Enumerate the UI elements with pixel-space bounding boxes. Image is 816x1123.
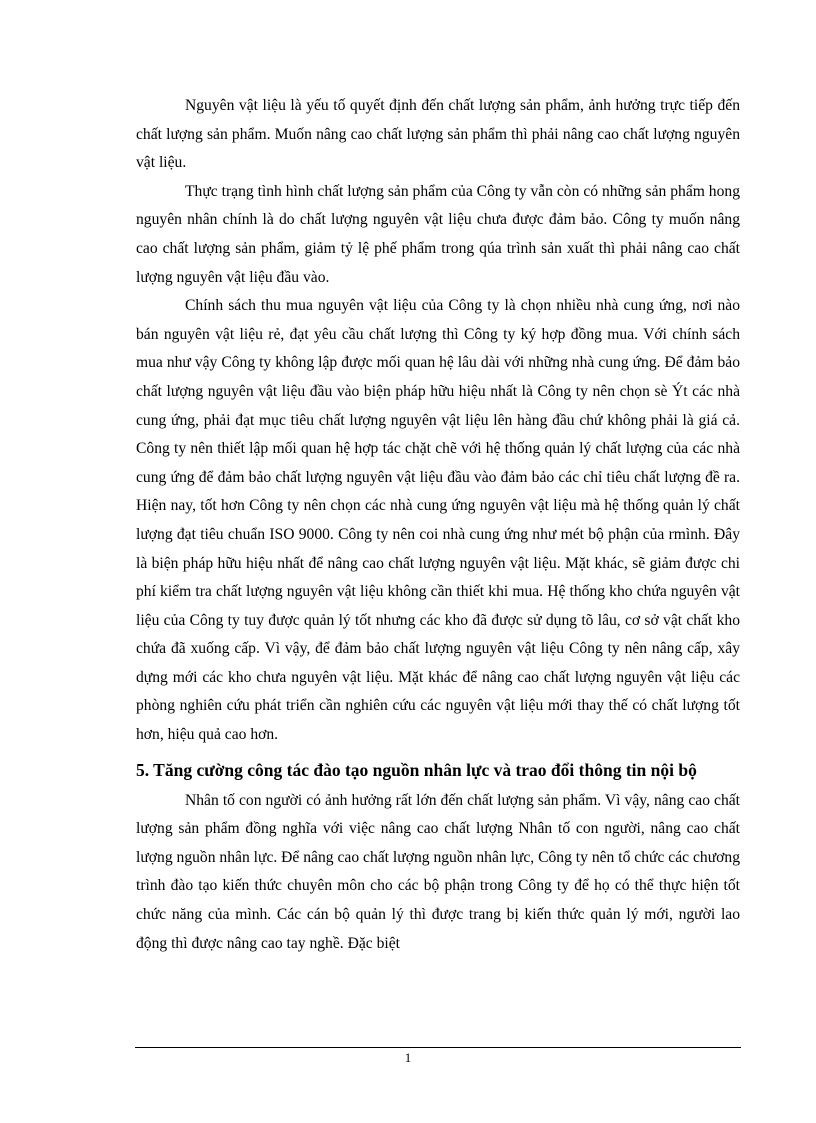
document-body <box>136 92 740 958</box>
footer-divider <box>135 1047 741 1048</box>
paragraph-purchasing-policy: Chính sách thu mua nguyên vật liệu của Công ty là chọn nhiều nhà cung ứng, nơi nào bán nguyên vật liệu rẻ, đạt yêu cầu chất lượng thì Công ty ký hợp đồng mua. Với chính sách mua như vậy Công ty không lập được mối quan hệ lâu dài với những nhà cung ứng. Để đảm bảo chất lượng nguyên vật liệu đầu vào biện pháp hữu hiệu nhất là Công ty nên chọn sè Ýt các nhà cung ứng, phải đạt mục tiêu chất lượng nguyên vật liệu lên hàng đầu chứ không phải là giá cả. Công ty nên thiết lập mối quan hệ hợp tác chặt chẽ với hệ thống quản lý chất lượng của các nhà cung ứng để đảm bảo chất lượng nguyên vật liệu đầu vào đảm bảo các chỉ tiêu chất lượng đề ra. Hiện nay, tốt hơn Công ty nên chọn các nhà cung ứng nguyên vật liệu mà hệ thống quản lý chất lượng đạt tiêu chuẩn ISO 9000. Công ty nên coi nhà cung ứng như mét bộ phận của rmình. Đây là biện pháp hữu hiệu nhất để nâng cao chất lượng nguyên vật liệu. Mặt khác, sẽ giảm được chi phí kiểm tra chất lượng nguyên vật liệu không cần thiết khi mua. Hệ thống kho chứa nguyên vật liệu của Công ty tuy được quản lý tốt nhưng các kho đã được sử dụng tõ lâu, cơ sở vật chất kho chứa đã xuống cấp. Vì vậy, để đảm bảo chất lượng nguyên vật liệu Công ty nên nâng cấp, xây dựng mới các kho chưa nguyên vật liệu. Mặt khác để nâng cao chất lượng nguyên vật liệu các phòng nghiên cứu phát triển cần nghiên cứu các nguyên vật liệu mới thay thế có chất lượng tốt hơn, hiệu quả cao hơn. <box>136 297 740 744</box>
page-number: 1 <box>404 1050 412 1065</box>
section-heading: 5. Tăng cường công tác đào tạo nguồn nhân lực và trao đổi thông tin nội bộ <box>136 759 697 780</box>
paragraph-human-factor: Nhân tố con người có ảnh hưởng rất lớn đến chất lượng sản phẩm. Vì vậy, nâng cao chất lượng sản phẩm đồng nghĩa với việc nâng cao chất lượng Nhân tố con người, nâng cao chất lượng nguồn nhân lực. Để nâng cao chất lượng nguồn nhân lực, Công ty nên tổ chức các chương trình đào tạo kiến thức chuyên môn cho các bộ phận trong Công ty để họ có thể thực hiện tốt chức năng của mình. Các cán bộ quản lý thì được trang bị kiến thức quản lý mới, người lao động thì được nâng cao tay nghề. Đặc biệt <box>136 791 740 952</box>
paragraph-current-quality-situation: Thực trạng tình hình chất lượng sản phẩm của Công ty vẫn còn có những sản phẩm hong nguyên nhân chính là do chất lượng nguyên vật liệu chưa được đảm bảo. Công ty muốn nâng cao chất lượng sản phẩm, giảm tỷ lệ phế phẩm trong qúa trình sản xuất thì phải nâng cao chất lượng nguyên vật liệu đầu vào. <box>136 182 740 286</box>
paragraph-raw-materials-role: Nguyên vật liệu là yếu tố quyết định đến chất lượng sản phẩm, ảnh hưởng trực tiếp đến chất lượng sản phẩm. Muốn nâng cao chất lượng sản phẩm thì phải nâng cao chất lượng nguyên vật liệu. <box>136 97 740 172</box>
